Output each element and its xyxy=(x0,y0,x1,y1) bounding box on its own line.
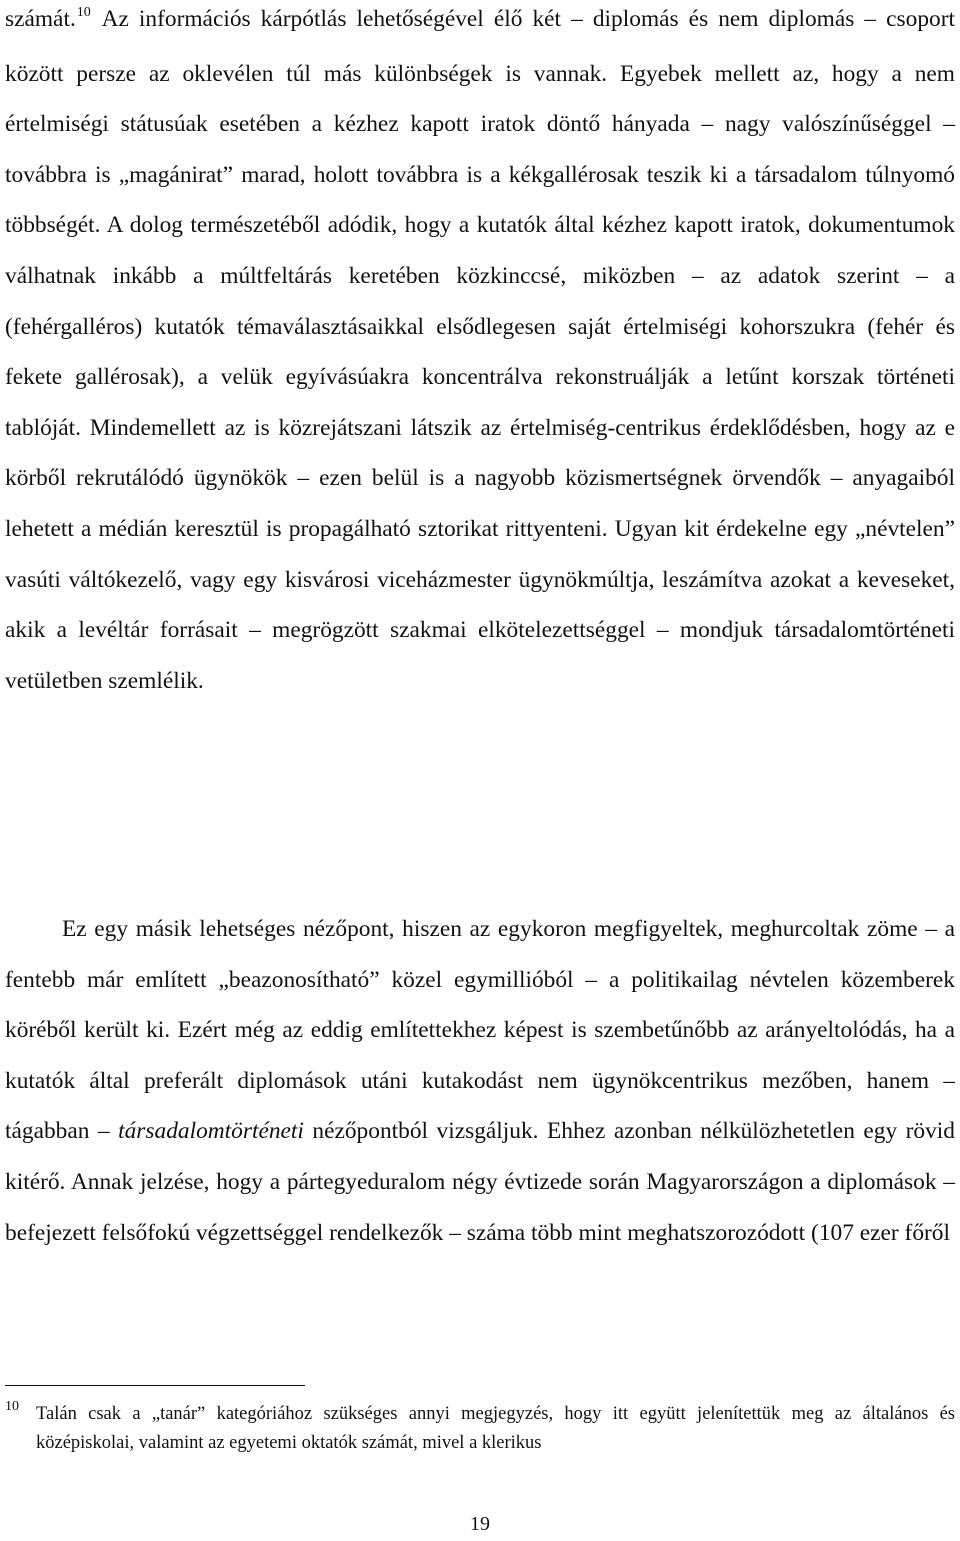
paragraph-2 xyxy=(5,904,955,1258)
paragraph-1-text: Az információs kárpótlás lehetőségével élő két – diplomás és nem diplomás – csoport között persze az oklevélen túl más különbségek is vannak. Egyebek mellett az, hogy a nem értelmiségi státusúak esetében a kézhez kapott iratok döntő hányada – nagy valószínűséggel – továbbra is „magánirat” marad, holott továbbra is a kékgallérosak teszik ki a társadalom túlnyomó többségét. A dolog természetéből adódik, hogy a kutatók által kézhez kapott iratok, dokumentumok válhatnak inkább a múltfeltárás keretében közkinccsé, miközben – az adatok szerint – a (fehérgalléros) kutatók témaválasztásaikkal elsődlegesen saját értelmiségi kohorszukra (fehér és fekete gallérosak), a velük egyívásúakra koncentrálva rekonstruálják a letűnt korszak történeti tablóját. Mindemellett az is közrejátszani látszik az értelmiség-centrikus érdeklődésben, hogy az e körből rekrutálódó ügynökök – ezen belül is a nagyobb közismertségnek örvendők – anyagaiból lehetett a médián keresztül is propagálható sztorikat rittyenteni. Ugyan kit érdekelne egy „névtelen” vasúti váltókezelő, vagy egy kisvárosi viceházmester ügynökmúltja, leszámítva azokat a keveseket, akik a levéltár forrásait – megrögzött szakmai elkötelezettséggel – mondjuk társadalomtörténeti vetületben szemlélik. xyxy=(5,6,955,694)
footnote-number: 10 xyxy=(5,1399,19,1414)
paragraph-2-text-start: Ez egy másik lehetséges nézőpont, hiszen az egykoron megfigyeltek, meghurcoltak zöme – a fentebb már említett „beazonosítható” közel egymillióból – a politikailag névtelen közemberek köréből került ki. Ezért még az eddig említettekhez képest is szembetűnőbb az arányeltolódás, ha a kutatók által preferált diplomások utáni kutakodást nem ügynökcentrikus mezőben, hanem – tágabban – xyxy=(5,916,955,1145)
paragraph-2-text-end: nézőpontból vizsgáljuk. Ehhez azonban nélkülözhetetlen egy rövid kitérő. Annak jelzése, hogy a pártegyeduralom négy évtizede során Magyarországon a diplomások – befejezett felsőfokú végzettséggel rendelkezők – száma több mint meghatszorozódott (107 ezer főről xyxy=(5,1118,955,1246)
paragraph-1 xyxy=(5,0,955,706)
footnote-text: Talán csak a „tanár” kategóriához szükséges annyi megjegyzés, hogy itt együtt jelenítettük meg az általános és középiskolai, valamint az egyetemi oktatók számát, mivel a klerikus xyxy=(36,1404,955,1453)
page-number: 19 xyxy=(470,1513,490,1535)
paragraph-1-lead: számát. xyxy=(5,6,76,32)
footnote-separator xyxy=(5,1385,305,1386)
footnote xyxy=(5,1400,955,1458)
paragraph-2-italic-term: társadalomtörténeti xyxy=(118,1118,304,1145)
footnote-reference[interactable]: 10 xyxy=(76,5,91,20)
